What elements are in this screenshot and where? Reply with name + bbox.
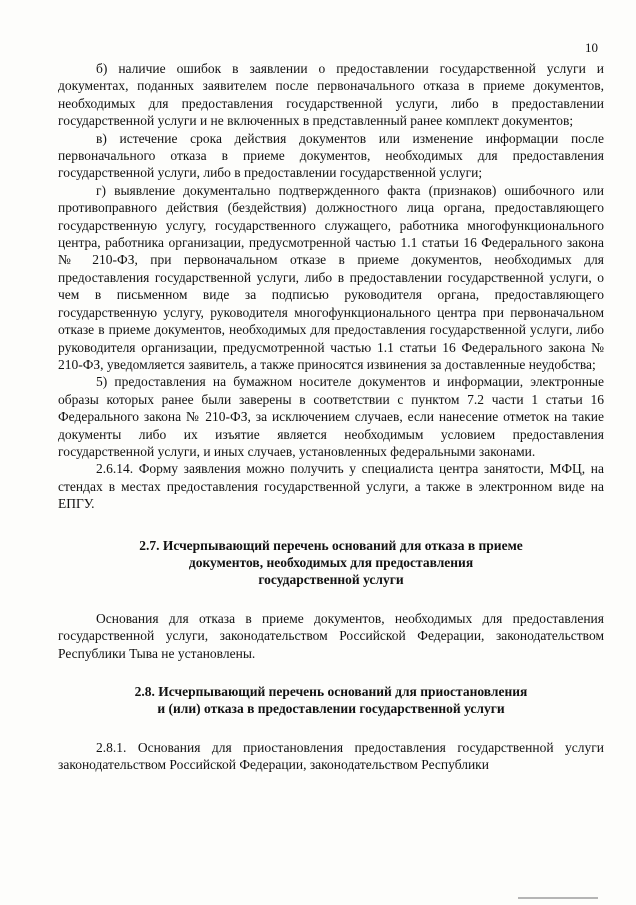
paragraph-2-7: Основания для отказа в приеме документов, необходимых для предоставления государственной услуги, законодательством Российской Федерации, законодательством Республики Тыва не установлены. bbox=[58, 610, 604, 661]
heading-line: документов, необходимых для предоставления bbox=[188, 554, 474, 570]
page-number: 10 bbox=[585, 40, 598, 55]
document-body bbox=[58, 60, 604, 774]
section-heading-2-8 bbox=[58, 683, 604, 718]
heading-line: и (или) отказа в предоставлении государственной услуги bbox=[157, 701, 505, 717]
paragraph-2-6-14: 2.6.14. Форму заявления можно получить у специалиста центра занятости, МФЦ, на стендах в местах предоставления государственной услуги, а также в электронном виде на ЕПГУ. bbox=[58, 461, 604, 512]
paragraph-item-b: б) наличие ошибок в заявлении о предоставлении государственной услуги и документах, поданных заявителем после первоначального отказа в приеме документов, необходимых для предоставления государственной услуги, либо в предоставлении государственной услуги и не включенных в представленный ранее комплект документов; bbox=[58, 61, 604, 129]
section-heading-2-7 bbox=[58, 537, 604, 589]
heading-line: государственной услуги bbox=[258, 572, 404, 588]
heading-line: 2.7. Исчерпывающий перечень оснований для отказа в приеме bbox=[139, 537, 523, 553]
heading-line: 2.8. Исчерпывающий перечень оснований для приостановления bbox=[134, 684, 528, 699]
paragraph-item-5: 5) предоставления на бумажном носителе документов и информации, электронные образы которых ранее были заверены в соответствии с пунктом 7.2 части 1 статьи 16 Федерального закона № 210-ФЗ, за исключением случаев, если нанесение отметок на такие документы либо их изъятие является необходимым условием предоставления государственной услуги, и иных случаев, установленных федеральными законами. bbox=[58, 374, 604, 459]
scan-artifact-line bbox=[518, 897, 598, 899]
paragraph-2-8-1: 2.8.1. Основания для приостановления предоставления государственной услуги законодательством Российской Федерации, законодательством Республики bbox=[58, 739, 604, 773]
paragraph-item-g: г) выявление документально подтвержденного факта (признаков) ошибочного или противоправного действия (бездействия) должностного лица органа, предоставляющего государственную услугу, государственного служащего, работника многофункционального центра, работника организации, предусмотренной частью 1.1 статьи 16 Федерального закона № 210-ФЗ, при первоначальном отказе в приеме документов, необходимых для предоставления государственной услуги, либо в предоставлении государственной услуги, о чем в письменном виде за подписью руководителя органа, предоставляющего государственную услугу, руководителя многофункционального центра при первоначальном отказе в приеме документов, необходимых для предоставления государственной услуги, либо руководителя организации, предусмотренной частью 1.1 статьи 16 Федерального закона № 210-ФЗ, уведомляется заявитель, а также приносятся извинения за доставленные неудобства; bbox=[58, 182, 604, 372]
paragraph-item-v: в) истечение срока действия документов или изменение информации после первоначального отказа в приеме документов, необходимых для предоставления государственной услуги, либо в предоставлении государственной услуги; bbox=[58, 130, 604, 181]
